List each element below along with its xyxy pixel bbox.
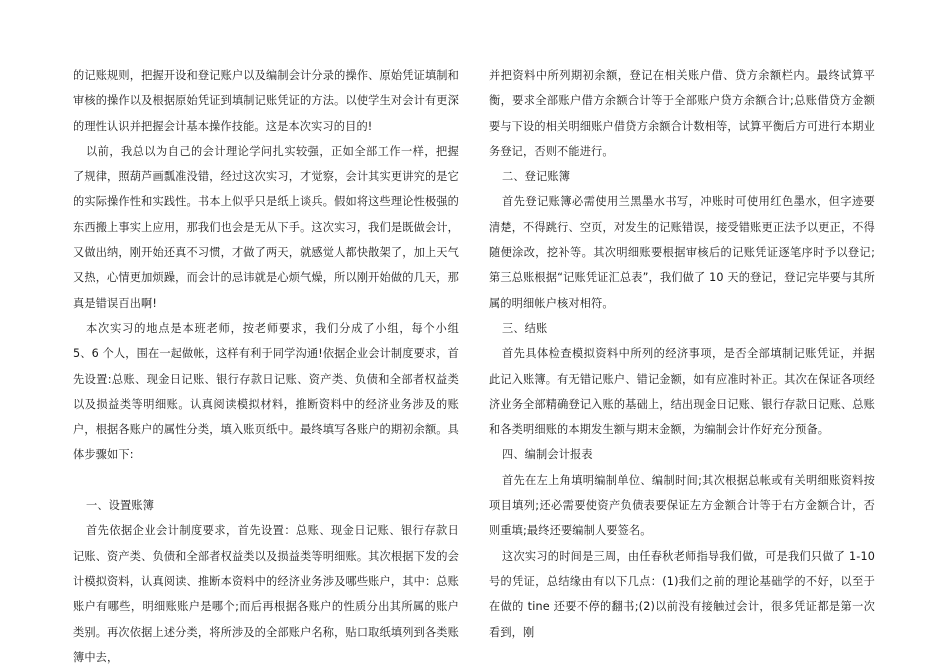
paragraph: 并把资料中所列期初余额，登记在相关账户借、贷方余额栏内。最终试算平衡，要求全部账户借方余额合计等于全部账户贷方余额合计;总账借贷方金额要与下设的相关明细账户借贷方余额合计数相等，试算平衡后方可进行本期业务登记，否则不能进行。 (489, 69, 875, 158)
paragraph: 首先登记账簿必需使用兰黑墨水书写，冲账时可使用红色墨水，但字迹要清楚，不得跳行、空页，对发生的记账错误，接受错账更正法予以更正，不得随便涂改，挖补等。其次明细账要根据审核后的记账凭证逐笔序时予以登记;第三总账根据“记账凭证汇总表”，我们做了 10 天的登记，登记完毕要与其所属的明细帐户核对相符。 (489, 195, 875, 310)
blank-line (73, 468, 459, 493)
paragraph: 首先具体检查模拟资料中所列的经济事项，是否全部填制记账凭证，并据此记入账簿。有无错记账户、错记金额，如有应准时补正。其次在保证各项经济业务全部精确登记入账的基础上，结出现金日记账、银行存款日记账、总账和各类明细账的本期发生额与期末金额，为编制会计作好充分预备。 (489, 347, 875, 437)
paragraph: 的记账规则，把握开设和登记账户以及编制会计分录的操作、原始凭证填制和审核的操作以及根据原始凭证到填制记账凭证的方法。以使学生对会计有更深的理性认识并把握会计基本操作技能。这是本次实习的目的! (73, 69, 459, 133)
section-heading: 四、编制会计报表 (502, 448, 593, 462)
section-heading: 三、结账 (502, 321, 548, 335)
paragraph: 本次实习的地点是本班老师，按老师要求，我们分成了小组，每个小组 5、6 个人，围在一起做帐，这样有利于同学沟通!依据企业会计制度要求，首先设置:总账、现金日记账、银行存款日记账、资产类、负债和全部者权益类以及损益类等明细账。认真阅读模拟材料，推断资料中的经济业务涉及的账户，根据各账户的属性分类，填入账页纸中。最终填写各账户的期初余额。具体步骤如下: (73, 321, 459, 462)
paragraph: 首先在左上角填明编制单位、编制时间;其次根据总帐或有关明细账资料按项目填列;还必需要使资产负债表要保证左方金额合计等于右方金额合计，否则重填;最终还要编制人要签名。 (489, 473, 875, 538)
left-column (73, 63, 459, 670)
right-column (489, 63, 875, 645)
paragraph: 这次实习的时间是三周，由任春秋老师指导我们做，可是我们只做了 1-10 号的凭证，总结缘由有以下几点：(1)我们之前的理论基础学的不好，以至于在做的 tine 还要不停的翻书;(2)以前没有接触过会计，很多凭证都是第一次看到，刚 (489, 549, 875, 639)
paragraph: 以前，我总以为自己的会计理论学问扎实较强，正如全部工作一样，把握了规律，照葫芦画瓢准没错，经过这次实习，才觉察，会计其实更讲究的是它的实际操作性和实践性。书本上似乎只是纸上谈兵。假如将这些理论性极强的东西搬上事实上应用，那我们也会是无从下手。这次实习，我们是既做会计，又做出纳，刚开始还真不习惯，才做了两天，就感觉人都快散架了，加上天气又热，心情更加烦躁，而会计的忌讳就是心烦气燥，所以刚开始做的几天，那真是错误百出啊! (73, 144, 459, 310)
section-heading: 一、设置账簿 (86, 499, 155, 513)
paragraph: 首先依据企业会计制度要求，首先设置：总账、现金日记账、银行存款日记账、资产类、负债和全部者权益类以及损益类等明细账。其次根据下发的会计模拟资料，认真阅读、推断本资料中的经济业务涉及哪些账户，其中：总账账户有哪些，明细账账户是哪个;而后再根据各账户的性质分出其所属的账户类别。再次依据上述分类，将所涉及的全部账户名称，贴口取纸填列到各类账簿中去， (73, 524, 459, 664)
section-heading: 二、登记账簿 (502, 170, 571, 184)
